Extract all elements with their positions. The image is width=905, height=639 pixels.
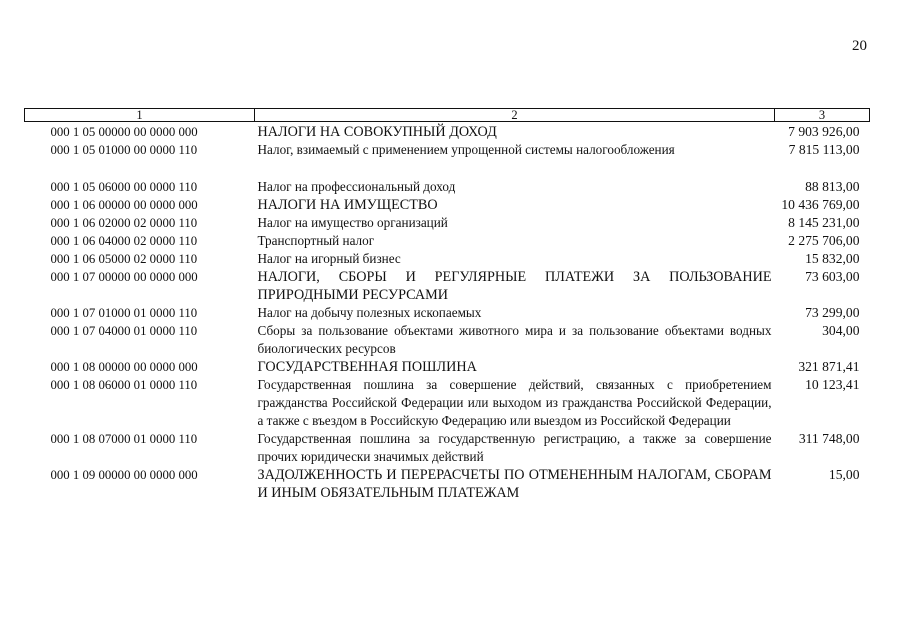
table-row bbox=[25, 466, 870, 502]
blank-row bbox=[25, 159, 870, 178]
item-name: НАЛОГИ НА СОВОКУПНЫЙ ДОХОД bbox=[257, 124, 497, 140]
budget-code: 000 1 06 00000 00 0000 000 bbox=[50, 198, 198, 212]
item-name: ЗАДОЛЖЕННОСТЬ И ПЕРЕРАСЧЕТЫ ПО ОТМЕНЕННЫМ НАЛОГАМ, СБОРАМ И ИНЫМ ОБЯЗАТЕЛЬНЫМ ПЛАТЕЖАМ bbox=[257, 467, 772, 501]
item-amount: 15 832,00 bbox=[805, 251, 860, 266]
item-name: Налог на добычу полезных ископаемых bbox=[257, 305, 482, 320]
item-amount: 10 436 769,00 bbox=[781, 197, 860, 212]
item-name: НАЛОГИ НА ИМУЩЕСТВО bbox=[257, 197, 438, 213]
table-header-row bbox=[25, 109, 870, 122]
item-amount: 88 813,00 bbox=[805, 179, 860, 194]
budget-code: 000 1 07 00000 00 0000 000 bbox=[50, 270, 198, 284]
item-name: Сборы за пользование объектами животного мира и за пользование объектами водных биологических ресурсов bbox=[257, 323, 772, 356]
page-number: 20 bbox=[852, 38, 867, 54]
item-amount: 7 815 113,00 bbox=[788, 142, 860, 157]
item-name: ГОСУДАРСТВЕННАЯ ПОШЛИНА bbox=[257, 359, 477, 375]
item-name: Транспортный налог bbox=[257, 233, 375, 248]
table-row bbox=[25, 430, 870, 466]
item-name: Налог на игорный бизнес bbox=[257, 251, 401, 266]
item-name: НАЛОГИ, СБОРЫ И РЕГУЛЯРНЫЕ ПЛАТЕЖИ ЗА ПОЛЬЗОВАНИЕ ПРИРОДНЫМИ РЕСУРСАМИ bbox=[257, 269, 772, 303]
table-row bbox=[25, 322, 870, 358]
item-amount: 304,00 bbox=[822, 323, 860, 338]
item-amount: 311 748,00 bbox=[798, 431, 860, 446]
table-row bbox=[25, 304, 870, 322]
budget-code: 000 1 08 00000 00 0000 000 bbox=[50, 360, 198, 374]
column-header-2: 2 bbox=[255, 109, 775, 122]
table-row bbox=[25, 358, 870, 376]
item-name: Налог на имущество организаций bbox=[257, 215, 448, 230]
item-amount: 10 123,41 bbox=[805, 377, 860, 392]
item-amount: 7 903 926,00 bbox=[788, 124, 860, 139]
item-amount: 15,00 bbox=[828, 467, 860, 482]
table-row bbox=[25, 196, 870, 214]
revenue-table bbox=[24, 108, 870, 502]
table-row bbox=[25, 122, 870, 142]
table-row bbox=[25, 141, 870, 159]
item-amount: 2 275 706,00 bbox=[788, 233, 860, 248]
table-row bbox=[25, 268, 870, 304]
column-header-1: 1 bbox=[25, 109, 255, 122]
item-amount: 73 299,00 bbox=[805, 305, 860, 320]
budget-code: 000 1 06 05000 02 0000 110 bbox=[50, 252, 198, 266]
item-name: Государственная пошлина за совершение действий, связанных с приобретением гражданства Российской Федерации или выходом из гражданства Российской Федерации, а также с въездом в Российскую Федерацию или выездом из Российской Федерации bbox=[257, 377, 772, 428]
budget-code: 000 1 08 06000 01 0000 110 bbox=[50, 378, 198, 392]
budget-code: 000 1 06 02000 02 0000 110 bbox=[50, 216, 198, 230]
item-amount: 73 603,00 bbox=[805, 269, 860, 284]
budget-code: 000 1 07 04000 01 0000 110 bbox=[50, 324, 198, 338]
item-name: Налог на профессиональный доход bbox=[257, 179, 456, 194]
table-row bbox=[25, 250, 870, 268]
item-name: Налог, взимаемый с применением упрощенной системы налогообложения bbox=[257, 142, 675, 157]
table-row bbox=[25, 178, 870, 196]
item-amount: 321 871,41 bbox=[798, 359, 860, 374]
budget-code: 000 1 05 06000 00 0000 110 bbox=[50, 180, 198, 194]
table-row bbox=[25, 214, 870, 232]
item-name: Государственная пошлина за государственную регистрацию, а также за совершение прочих юридически значимых действий bbox=[257, 431, 772, 464]
budget-code: 000 1 05 00000 00 0000 000 bbox=[50, 125, 198, 139]
column-header-3: 3 bbox=[775, 109, 870, 122]
budget-code: 000 1 08 07000 01 0000 110 bbox=[50, 432, 198, 446]
budget-code: 000 1 07 01000 01 0000 110 bbox=[50, 306, 198, 320]
table-row bbox=[25, 376, 870, 430]
budget-code: 000 1 05 01000 00 0000 110 bbox=[50, 143, 198, 157]
table-row bbox=[25, 232, 870, 250]
item-amount: 8 145 231,00 bbox=[788, 215, 860, 230]
budget-code: 000 1 06 04000 02 0000 110 bbox=[50, 234, 198, 248]
budget-code: 000 1 09 00000 00 0000 000 bbox=[50, 468, 198, 482]
